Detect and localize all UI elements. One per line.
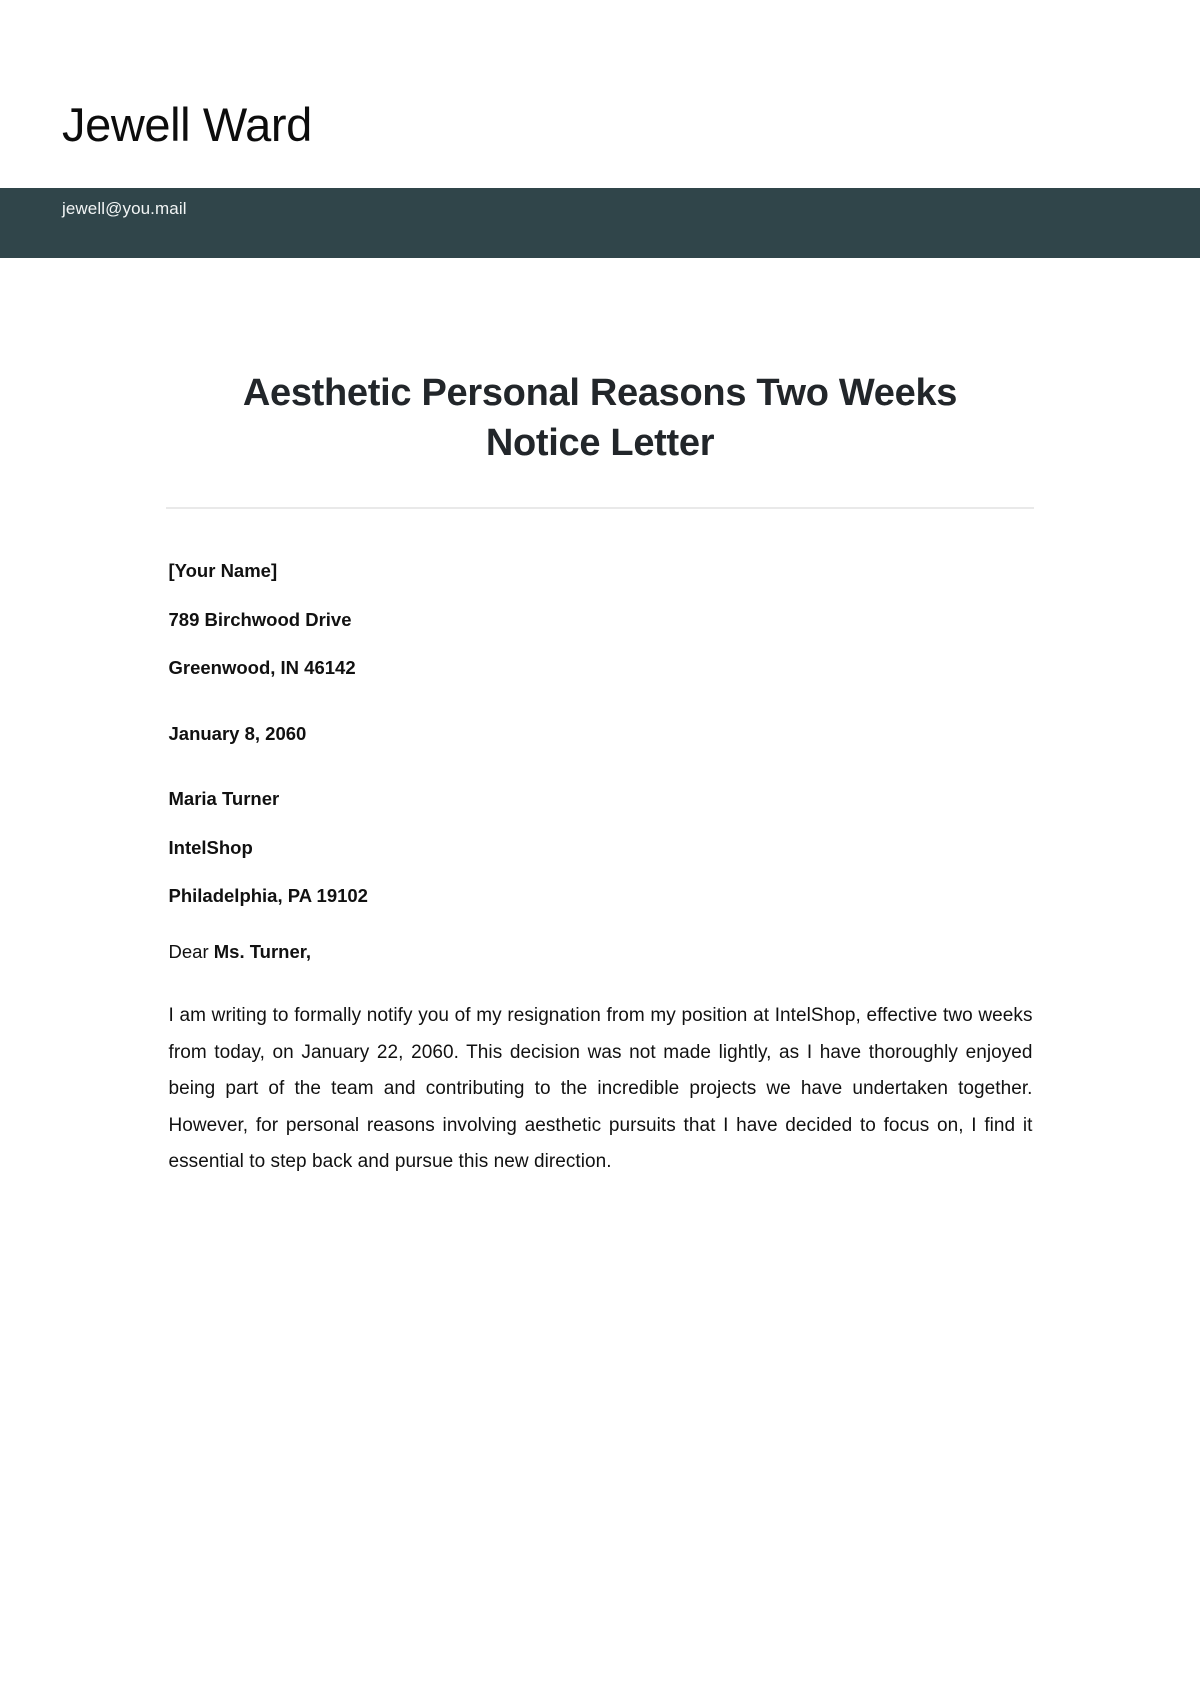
- recipient-company: IntelShop: [168, 836, 253, 858]
- sender-street: 789 Birchwood Drive: [168, 608, 352, 630]
- letterhead: [0, 0, 1200, 188]
- body-paragraph: I am writing to formally notify you of my resignation from my position at IntelShop, effective two weeks from today, on January 22, 2060. This decision was not made lightly, as I have thoroughly enjoyed being part of the team and contributing to the incredible projects we have undertaken together. However, for personal reasons involving aesthetic pursuits that I have decided to focus on, I find it essential to step back and pursue this new direction.: [168, 1005, 1033, 1172]
- sender-name: [Your Name]: [168, 560, 278, 581]
- letter-date: January 8, 2060: [168, 722, 307, 744]
- salutation-prefix: Dear: [168, 940, 214, 962]
- page-title: Aesthetic Personal Reasons Two Weeks Notice Letter: [242, 372, 958, 464]
- sender-city-state-zip: Greenwood, IN 46142: [168, 657, 356, 678]
- salutation-name: Ms. Turner,: [213, 940, 312, 962]
- document-body: [0, 258, 1200, 1181]
- letter-content: [168, 509, 1033, 1181]
- recipient-name: Maria Turner: [168, 788, 280, 809]
- letterhead-name: Jewell Ward: [62, 98, 312, 151]
- salutation: [168, 940, 1033, 962]
- contact-email: jewell@you.mail: [62, 199, 187, 218]
- recipient-city-state-zip: Philadelphia, PA 19102: [168, 885, 368, 906]
